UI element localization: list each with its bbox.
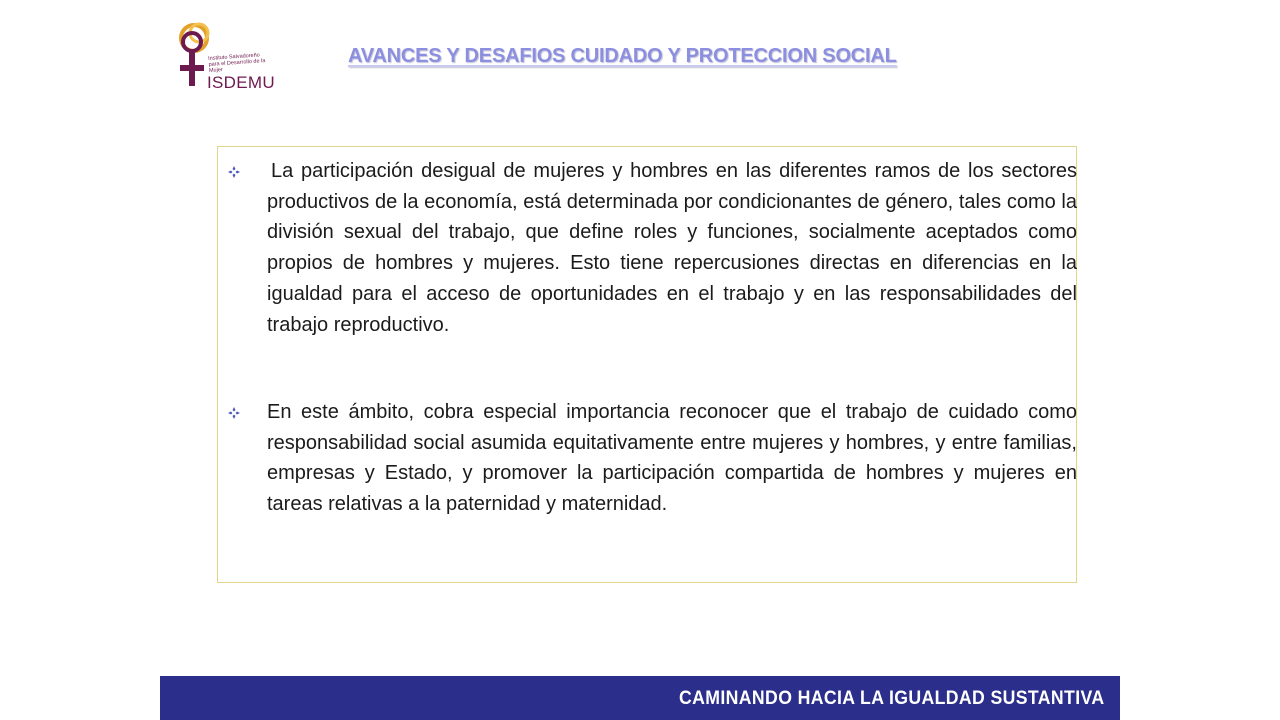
diamond-bullet-icon (228, 407, 240, 419)
bullet-text: En este ámbito, cobra especial importancia reconocer que el trabajo de cuidado como responsabilidad social asumida equitativamente entre mujeres y hombres, y entre familias, empresas y Estado, y promover la participación compartida de hombres y mujeres en tareas relativas a la paternidad y maternidad. (267, 401, 1077, 516)
content-box (217, 146, 1077, 583)
footer-slogan: CAMINANDO HACIA LA IGUALDAD SUSTANTIVA (678, 688, 1104, 709)
page-title: AVANCES Y DESAFIOS CUIDADO Y PROTECCION SOCIAL (348, 45, 897, 67)
logo-wordmark: ISDEMU (207, 73, 275, 92)
diamond-bullet-icon (228, 166, 240, 178)
isdemu-logo (172, 16, 275, 92)
logo-institution-name: Instituto Salvadoreño para el Desarrollo de la Mujer (208, 52, 266, 74)
footer-banner (160, 676, 1120, 720)
bullet-text: La participación desigual de mujeres y hombres en las diferentes ramos de los sectores productivos de la economía, está determinada por condicionantes de género, tales como la división sexual del trabajo, que define roles y funciones, socialmente aceptados como propios de hombres y mujeres. Esto tiene repercusiones directas en diferencias en la igualdad para el acceso de oportunidades en el trabajo y en las responsabilidades del trabajo reproductivo. (267, 160, 1077, 336)
